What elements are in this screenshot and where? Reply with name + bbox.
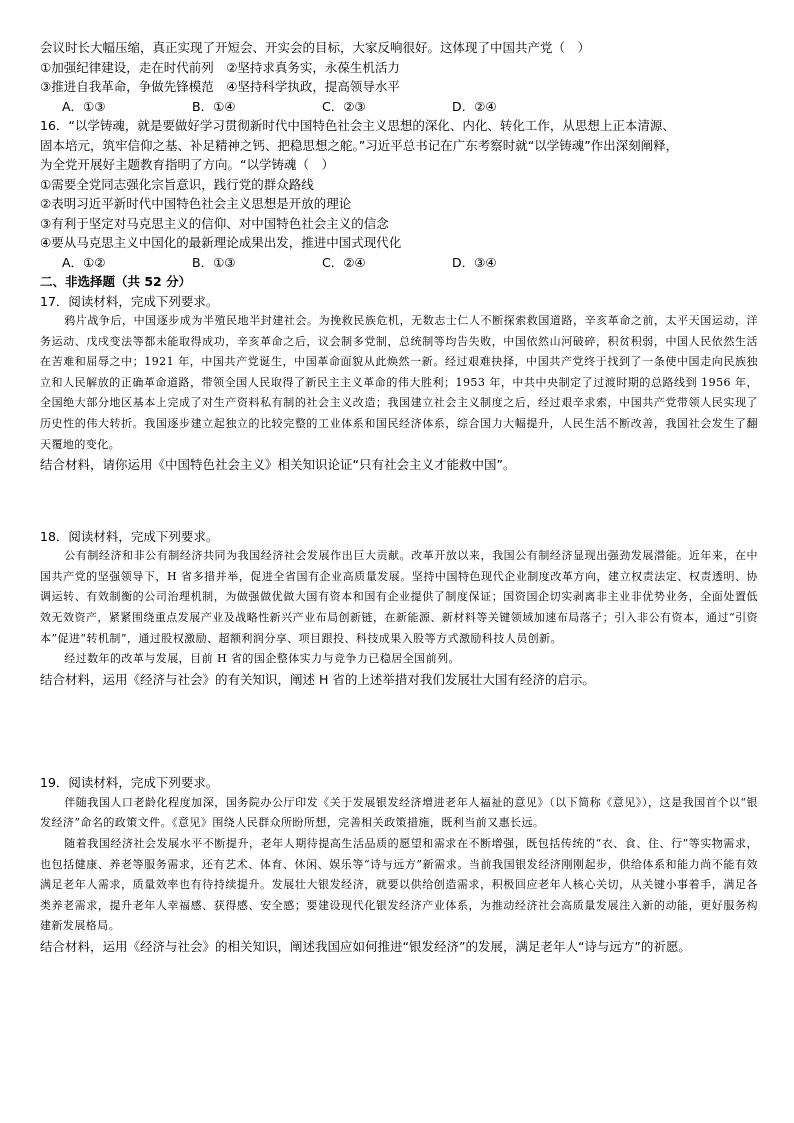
q17-material: 鸦片战争后，中国逐步成为半殖民地半封建社会。为挽救民族危机，无数志士仁人不断探索救国道路，辛亥革命之前，太平天国运动，洋务运动、戊戌变法等都未能取得成功，辛亥革命之后，议会制多党制，总统制等均告失败，中国依然山河破碎，积贫积弱，中国人民依然生活在苦难和屈辱之中；1921 年，中国共产党诞生，中国革命面貌从此焕然一新。经过艰难抉择，中国共产党终于找到了一条使中国走向民族独立和人民解放的正确革命道路，带领全国人民取得了新民主主义革命的伟大胜利；1953 年，中共中央制定了过渡时期的总路线到 1956 年，全国绝大部分地区基本上完成了对生产资料私有制的社会主义改造；我国建立社会主义制度之后，经过艰辛求索，中国共产党带领人民实现了历史性的伟大转折。我国逐步建立起独立的比较完整的工业体系和国民经济体系，综合国力大幅提升，人民生活不断改善，我国社会发生了翻天覆地的变化。 — [40, 314, 758, 451]
q16-item: ②表明习近平新时代中国特色社会主义思想是开放的理论 — [40, 196, 352, 211]
exam-page — [40, 38, 758, 956]
q16-option-c: C．②④ — [322, 254, 366, 270]
q15-option-b: B．①④ — [192, 98, 236, 114]
q19-material-2: 随着我国经济社会发展水平不断提升，老年人期待提高生活品质的愿望和需求在不断增强，既包括传统的“衣、食、住、行”等实物需求，也包括健康、养老等服务需求，还有艺术、体育、休闲、娱乐等“诗与远方”新需求。当前我国银发经济刚刚起步，供给体系和能力尚不能有效满足老年人需求，质量效率也有待持续提升。发展壮大银发经济，就要以供给创造需求，积极回应老年人核心关切，从关键小事着手，满足各类养老需求，提升老年人幸福感、获得感、安全感；要建设现代化银发经济产业体系，为推动经济社会高质量发展注入新的动能，更好服务构建新发展格局。 — [40, 836, 758, 933]
q18-question: 结合材料，运用《经济与社会》的有关知识，阐述 H 省的上述举措对我们发展壮大国有经济的启示。 — [40, 671, 595, 687]
q17-title: 17．阅读材料，完成下列要求。 — [40, 293, 219, 309]
answer-space — [40, 475, 758, 527]
q16-item: ③有利于坚定对马克思主义的信仰、对中国特色社会主义的信念 — [40, 215, 389, 231]
q16-stem-line: 为全党开展好主题教育指明了方向。“以学铸魂（ ） — [40, 157, 334, 172]
q16-stem-line: 固本培元，筑牢信仰之基、补足精神之钙、把稳思想之舵。”习近平总书记在广东考察时就“以学铸魂”作出深刻阐释， — [40, 137, 679, 153]
q15-option-a: A．①③ — [62, 98, 106, 114]
answer-space — [40, 689, 758, 773]
q18-material: 公有制经济和非公有制经济共同为我国经济社会发展作出巨大贡献。改革开放以来，我国公有制经济显现出强劲发展潜能。近年来，在中国共产党的坚强领导下，H 省多措并举，促进全省国有企业高质量发展。坚持中国特色现代企业制度改革方向，建立权责法定、权责透明、协调运转、有效制衡的公司治理机制，为做强做优做大国有资本和国有企业提供了制度保证；国资国企切实剥离非主业非优势业务，全面处置低效无效资产，紧紧围绕重点发展产业及战略性新兴产业布局创新链，在新能源、新材料等关键领域加速布局落子；引入非公有资本，通过“引资本”促进“转机制”，通过股权激励、超额利润分享、项目跟投、科技成果入股等方式激励科技人员创新。 — [40, 549, 758, 645]
q16-item: ④要从马克思主义中国化的最新理论成果出发，推进中国式现代化 — [40, 235, 402, 250]
section-title: 二、非选择题（共 52 分） — [40, 274, 192, 289]
q16-item: ①需要全党同志强化宗旨意识，践行党的群众路线 — [40, 176, 314, 192]
q15-item-row: ①加强纪律建设，走在时代前列 ②坚持求真务实，永葆生机活力 — [40, 59, 400, 75]
q16-options — [40, 253, 758, 273]
q16-option-b: B．①③ — [192, 254, 236, 270]
q15-option-d: D．②④ — [452, 98, 497, 114]
q19-title: 19．阅读材料，完成下列要求。 — [40, 775, 219, 791]
q18-material-2: 经过数年的改革与发展，目前 H 省的国企整体实力与竞争力已稳居全国前列。 — [64, 652, 460, 666]
q15-option-c: C．②③ — [322, 98, 366, 114]
q19-material: 伴随我国人口老龄化程度加深，国务院办公厅印发《关于发展银发经济增进老年人福祉的意见》（以下简称《意见》），这是我国首个以“银发经济”命名的政策文件。《意见》围绕人民群众所盼所想，完善相关政策措施，既利当前又惠长远。 — [40, 795, 758, 830]
q15-options — [40, 97, 758, 117]
q15-stem: 会议时长大幅压缩，真正实现了开短会、开实会的目标，大家反响很好。这体现了中国共产党（ ） — [40, 40, 591, 55]
q17-question: 结合材料，请你运用《中国特色社会主义》相关知识论证“只有社会主义才能救中国”。 — [40, 457, 516, 473]
q18-title: 18．阅读材料，完成下列要求。 — [40, 528, 219, 544]
q15-item-row: ③推进自我革命，争做先锋模范 ④坚持科学执政，提高领导水平 — [40, 79, 400, 94]
q16-stem-line: 16．“以学铸魂，就是要做好学习贯彻新时代中国特色社会主义思想的深化、内化、转化工作，从思想上正本清源、 — [40, 118, 675, 133]
q16-option-a: A．①② — [62, 254, 106, 270]
q19-question: 结合材料，运用《经济与社会》的相关知识，阐述我国应如何推进“银发经济”的发展，满足老年人“诗与远方”的祈愿。 — [40, 938, 691, 954]
q16-option-d: D．③④ — [452, 254, 497, 270]
